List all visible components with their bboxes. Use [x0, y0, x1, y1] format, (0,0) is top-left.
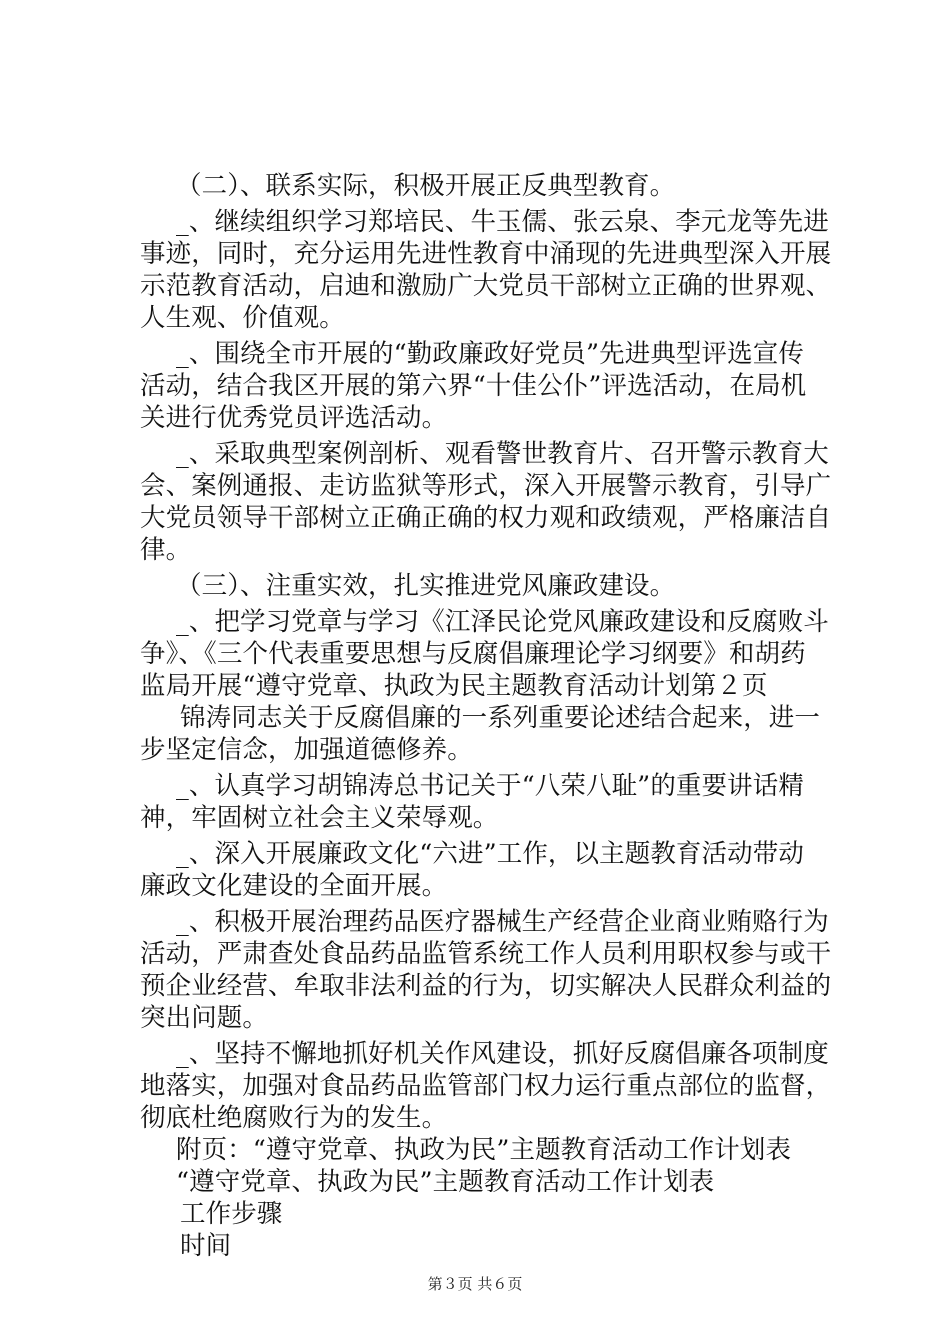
document-line: 廉政文化建设的全面开展。 [140, 871, 448, 901]
document-line: _、深入开展廉政文化“六进”工作，以主题教育活动带动 [176, 839, 804, 869]
document-line: 会、案例通报、走访监狱等形式，深入开展警示教育，引导广 [140, 471, 832, 501]
document-line: 锦涛同志关于反腐倡廉的一系列重要论述结合起来，进一 [180, 703, 821, 733]
document-line: “遵守党章、执政为民”主题教育活动工作计划表 [176, 1167, 715, 1197]
document-line: _、围绕全市开展的“勤政廉政好党员”先进典型评选宣传 [176, 339, 804, 369]
document-line: _、继续组织学习郑培民、牛玉儒、张云泉、李元龙等先进 [176, 207, 829, 237]
document-line: 示范教育活动，启迪和激励广大党员干部树立正确的世界观、 [140, 271, 832, 301]
document-line: _、把学习党章与学习《江泽民论党风廉政建设和反腐败斗 [176, 607, 829, 637]
document-line: 附页：“遵守党章、执政为民”主题教育活动工作计划表 [176, 1135, 792, 1165]
document-line: _、坚持不懈地抓好机关作风建设，抓好反腐倡廉各项制度 [176, 1039, 829, 1069]
document-line: 活动，严肃查处食品药品监管系统工作人员利用职权参与或干 [140, 939, 832, 969]
document-body [140, 171, 830, 1261]
document-line: 预企业经营、牟取非法利益的行为，切实解决人民群众利益的 [140, 971, 832, 1001]
document-line: 工作步骤 [180, 1199, 283, 1229]
document-line: 事迹，同时，充分运用先进性教育中涌现的先进典型深入开展 [140, 239, 832, 269]
document-line: （三）、注重实效，扎实推进党风廉政建设。 [176, 571, 676, 601]
document-line: 大党员领导干部树立正确正确的权力观和政绩观，严格廉洁自 [140, 503, 832, 533]
document-line: 争》、《三个代表重要思想与反腐倡廉理论学习纲要》和胡药 [140, 639, 806, 669]
page-footer: 第３页 共６页 [427, 1275, 523, 1293]
document-line: 人生观、价值观。 [140, 303, 345, 333]
document-line: 时间 [180, 1231, 232, 1261]
document-line: （二）、联系实际，积极开展正反典型教育。 [176, 171, 676, 201]
document-line: 彻底杜绝腐败行为的发生。 [140, 1103, 448, 1133]
document-line: 活动，结合我区开展的第六界“十佳公仆”评选活动，在局机 [140, 371, 807, 401]
document-line: 地落实，加强对食品药品监管部门权力运行重点部位的监督， [140, 1071, 832, 1101]
document-line: 律。 [140, 535, 192, 565]
document-line: _、采取典型案例剖析、观看警世教育片、召开警示教育大 [176, 439, 829, 469]
document-line: 神，牢固树立社会主义荣辱观。 [140, 803, 499, 833]
document-line: 监局开展“遵守党章、执政为民主题教育活动计划第２页 [140, 671, 768, 701]
document-line: 步坚定信念，加强道德修养。 [140, 735, 473, 765]
document-line: 关进行优秀党员评选活动。 [140, 403, 448, 433]
document-line: _、积极开展治理药品医疗器械生产经营企业商业贿赂行为 [176, 907, 829, 937]
document-line: _、认真学习胡锦涛总书记关于“八荣八耻”的重要讲话精 [176, 771, 804, 801]
document-line: 突出问题。 [140, 1003, 269, 1033]
